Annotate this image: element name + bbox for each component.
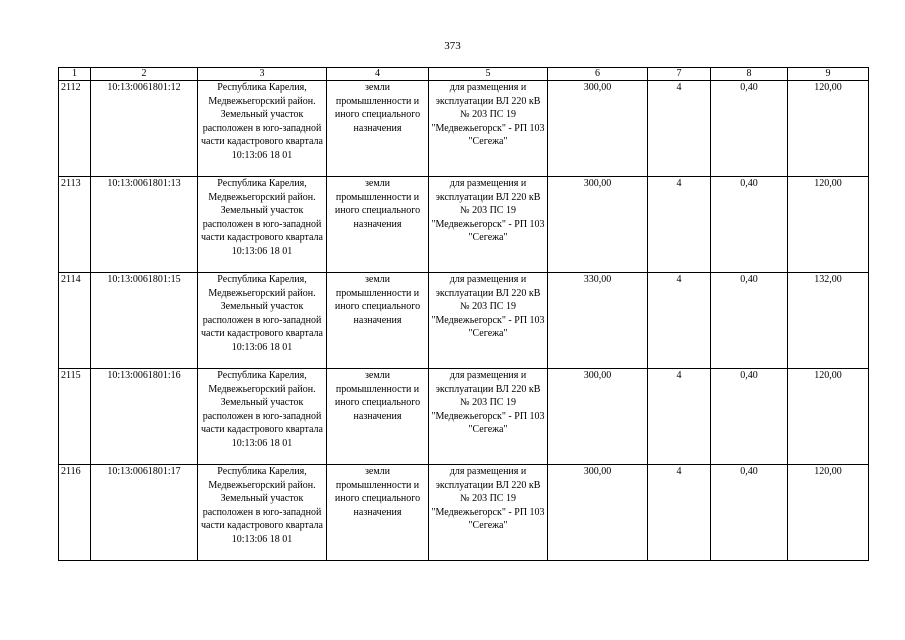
cell-col6: 300,00 bbox=[548, 369, 648, 465]
page-number: 373 bbox=[444, 40, 461, 52]
cadastral-number: 10:13:0061801:17 bbox=[91, 465, 198, 561]
cadastral-number: 10:13:0061801:12 bbox=[91, 81, 198, 177]
column-header: 8 bbox=[711, 68, 788, 81]
cell-col9: 120,00 bbox=[788, 177, 869, 273]
column-header: 2 bbox=[91, 68, 198, 81]
land-category: земли промышленности и иного специального назначения bbox=[327, 465, 429, 561]
row-number: 2112 bbox=[59, 81, 91, 177]
cadastral-number: 10:13:0061801:13 bbox=[91, 177, 198, 273]
column-header: 1 bbox=[59, 68, 91, 81]
cell-col8: 0,40 bbox=[711, 273, 788, 369]
table-row bbox=[59, 81, 869, 177]
land-address: Республика Карелия, Медвежьегорский район. Земельный участок расположен в юго-западной части кадастрового квартала 10:13:06 18 01 bbox=[198, 369, 327, 465]
column-header: 5 bbox=[429, 68, 548, 81]
cadastral-number: 10:13:0061801:16 bbox=[91, 369, 198, 465]
column-header: 3 bbox=[198, 68, 327, 81]
land-category: земли промышленности и иного специального назначения bbox=[327, 273, 429, 369]
land-address: Республика Карелия, Медвежьегорский район. Земельный участок расположен в юго-западной части кадастрового квартала 10:13:06 18 01 bbox=[198, 273, 327, 369]
permitted-use: для размещения и эксплуатации ВЛ 220 кВ № 203 ПС 19 "Медвежьегорск" - РП 103 "Сегежа" bbox=[429, 465, 548, 561]
land-address: Республика Карелия, Медвежьегорский район. Земельный участок расположен в юго-западной части кадастрового квартала 10:13:06 18 01 bbox=[198, 177, 327, 273]
cell-col9: 120,00 bbox=[788, 81, 869, 177]
land-address: Республика Карелия, Медвежьегорский район. Земельный участок расположен в юго-западной части кадастрового квартала 10:13:06 18 01 bbox=[198, 465, 327, 561]
cell-col8: 0,40 bbox=[711, 465, 788, 561]
column-header: 7 bbox=[648, 68, 711, 81]
cadastral-number: 10:13:0061801:15 bbox=[91, 273, 198, 369]
cell-col6: 300,00 bbox=[548, 81, 648, 177]
table-row bbox=[59, 465, 869, 561]
row-number: 2115 bbox=[59, 369, 91, 465]
permitted-use: для размещения и эксплуатации ВЛ 220 кВ № 203 ПС 19 "Медвежьегорск" - РП 103 "Сегежа" bbox=[429, 273, 548, 369]
table-row bbox=[59, 369, 869, 465]
permitted-use: для размещения и эксплуатации ВЛ 220 кВ № 203 ПС 19 "Медвежьегорск" - РП 103 "Сегежа" bbox=[429, 81, 548, 177]
land-registry-table bbox=[58, 67, 869, 561]
land-category: земли промышленности и иного специального назначения bbox=[327, 81, 429, 177]
row-number: 2114 bbox=[59, 273, 91, 369]
column-header: 6 bbox=[548, 68, 648, 81]
permitted-use: для размещения и эксплуатации ВЛ 220 кВ № 203 ПС 19 "Медвежьегорск" - РП 103 "Сегежа" bbox=[429, 369, 548, 465]
cell-col7: 4 bbox=[648, 273, 711, 369]
column-header: 4 bbox=[327, 68, 429, 81]
cell-col6: 300,00 bbox=[548, 177, 648, 273]
permitted-use: для размещения и эксплуатации ВЛ 220 кВ № 203 ПС 19 "Медвежьегорск" - РП 103 "Сегежа" bbox=[429, 177, 548, 273]
table-row bbox=[59, 273, 869, 369]
land-category: земли промышленности и иного специального назначения bbox=[327, 369, 429, 465]
cell-col9: 120,00 bbox=[788, 369, 869, 465]
row-number: 2113 bbox=[59, 177, 91, 273]
land-category: земли промышленности и иного специального назначения bbox=[327, 177, 429, 273]
cell-col6: 300,00 bbox=[548, 465, 648, 561]
cell-col8: 0,40 bbox=[711, 177, 788, 273]
header-row bbox=[59, 68, 869, 81]
cell-col7: 4 bbox=[648, 465, 711, 561]
table-row bbox=[59, 177, 869, 273]
land-address: Республика Карелия, Медвежьегорский район. Земельный участок расположен в юго-западной части кадастрового квартала 10:13:06 18 01 bbox=[198, 81, 327, 177]
cell-col9: 120,00 bbox=[788, 465, 869, 561]
cell-col7: 4 bbox=[648, 369, 711, 465]
cell-col7: 4 bbox=[648, 81, 711, 177]
row-number: 2116 bbox=[59, 465, 91, 561]
cell-col7: 4 bbox=[648, 177, 711, 273]
cell-col8: 0,40 bbox=[711, 81, 788, 177]
cell-col8: 0,40 bbox=[711, 369, 788, 465]
cell-col9: 132,00 bbox=[788, 273, 869, 369]
column-header: 9 bbox=[788, 68, 869, 81]
cell-col6: 330,00 bbox=[548, 273, 648, 369]
